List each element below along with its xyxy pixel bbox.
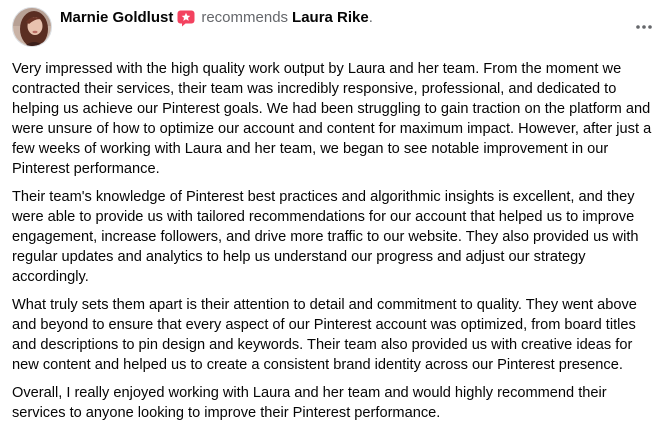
- post-paragraph-4: Overall, I really enjoyed working with Laura and her team and would highly recommend their services to anyone looking to improve their Pinterest performance.: [12, 385, 607, 421]
- avatar[interactable]: [12, 7, 52, 47]
- recommendation-flag-icon: [177, 9, 195, 27]
- post-headline: [60, 9, 373, 27]
- post-paragraph-2: Their team's knowledge of Pinterest best practices and algorithmic insights is excellent, and they were able to provide us with tailored recommendations for our account that helped us to improve engagement, increase followers, and drive more traffic to our website. They also provided us with regular updates and analytics to help us understand our progress and adjust our strategy accordingly.: [12, 189, 639, 285]
- post-body: [12, 59, 660, 431]
- post-paragraph-1: Very impressed with the high quality work output by Laura and her team. From the moment we contracted their services, their team was incredibly responsive, professional, and dedicated to helping us achieve our Pinterest goals. We had been struggling to gain traction on the platform and were unsure of how to optimize our account and content for maximum impact. However, after just a few weeks of working with Laura and her team, we began to see notable improvement in our Pinterest performance.: [12, 61, 652, 177]
- post-paragraph-3: What truly sets them apart is their attention to detail and commitment to quality. They went above and beyond to ensure that every aspect of our Pinterest account was optimized, from board titles and descriptions to pin design and keywords. Their team also provided us with creative ideas for new content and helped us to create a consistent brand identity across our Pinterest presence.: [12, 297, 637, 373]
- author-name[interactable]: Marnie Goldlust: [60, 9, 174, 26]
- more-options-button[interactable]: [630, 13, 658, 41]
- post-header: [12, 7, 664, 49]
- avatar-photo: [13, 8, 52, 47]
- action-text: recommends: [201, 9, 289, 26]
- more-options-icon: [634, 17, 654, 37]
- recommended-name[interactable]: Laura Rike: [292, 9, 369, 26]
- headline-period: .: [368, 9, 373, 26]
